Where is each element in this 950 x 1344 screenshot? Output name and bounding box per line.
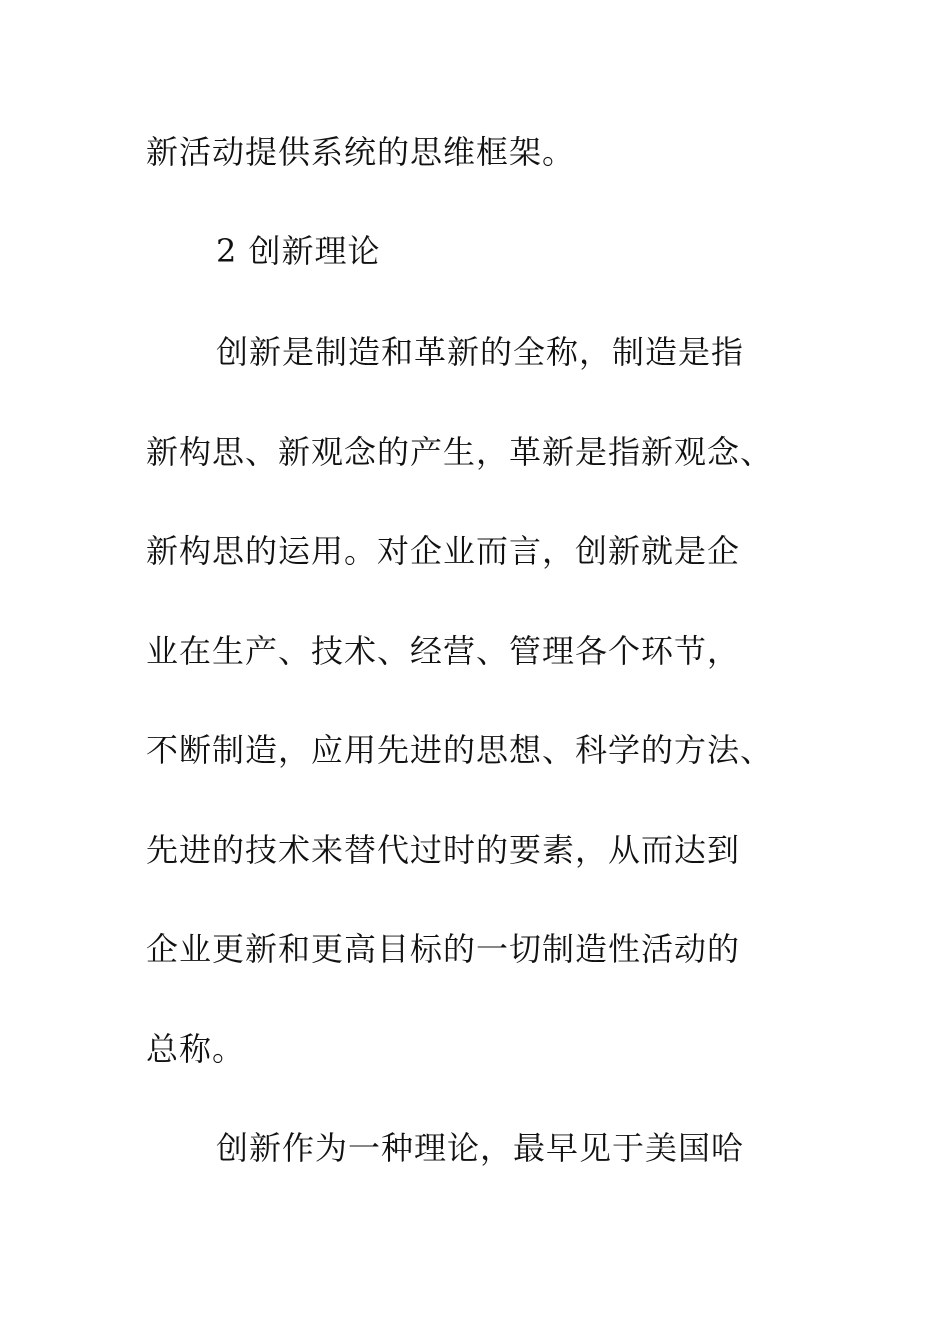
- paragraph-line: 创新是制造和革新的全称，制造是指: [216, 333, 745, 371]
- paragraph-line: 总称。: [146, 1030, 246, 1068]
- paragraph-line: 新构思、新观念的产生，革新是指新观念、: [146, 433, 774, 471]
- paragraph-line: 企业更新和更高目标的一切制造性活动的: [146, 930, 741, 968]
- section-heading: 2 创新理论: [216, 232, 381, 270]
- paragraph-line: 不断制造，应用先进的思想、科学的方法、: [146, 731, 774, 769]
- paragraph-line: 业在生产、技术、经营、管理各个环节，: [146, 632, 741, 670]
- paragraph-continuation-line: 新活动提供系统的思维框架。: [146, 133, 576, 171]
- paragraph-line: 先进的技术来替代过时的要素，从而达到: [146, 831, 741, 869]
- paragraph-line: 新构思的运用。对企业而言，创新就是企: [146, 532, 741, 570]
- paragraph-line: 创新作为一种理论，最早见于美国哈: [216, 1129, 745, 1167]
